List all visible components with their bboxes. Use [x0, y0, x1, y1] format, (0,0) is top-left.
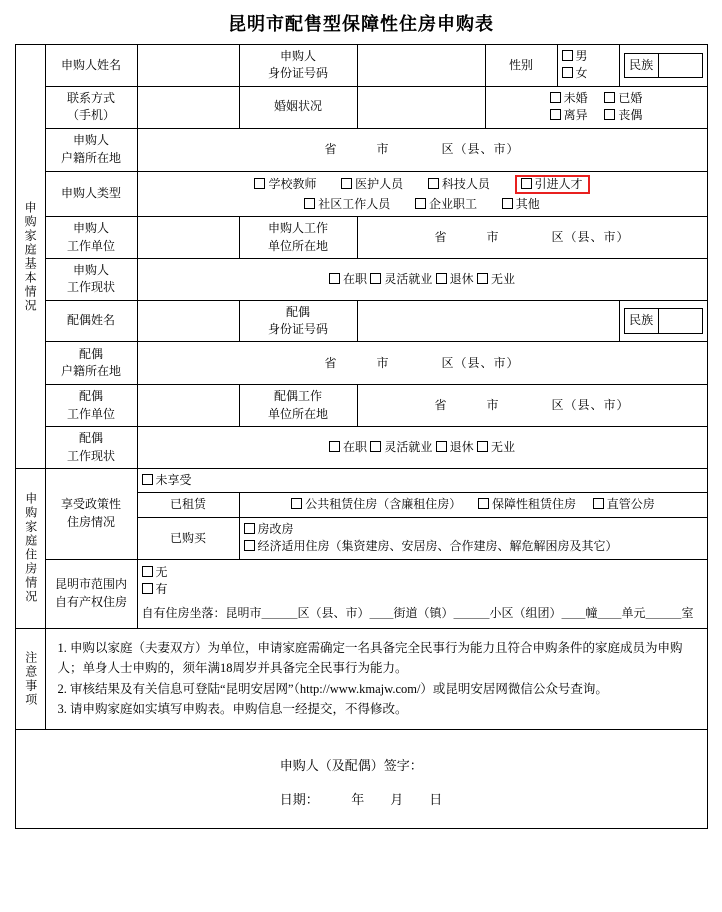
- label-own-property-line1: 昆明市范围内: [54, 577, 127, 592]
- checkbox-icon[interactable]: [521, 178, 532, 189]
- checkbox-marital-divorced-label: 离异: [563, 108, 588, 123]
- label-contact-line1: 联系方式: [66, 90, 115, 105]
- checkbox-marital-married[interactable]: [604, 90, 642, 107]
- checkbox-icon[interactable]: [593, 498, 604, 509]
- checkbox-marital-widowed-label: 丧偶: [618, 108, 643, 123]
- label-spouse-work-status-line1: 配偶: [78, 431, 103, 446]
- label-spouse-work-unit-line2: 工作单位: [66, 406, 115, 421]
- checkbox-icon[interactable]: [604, 109, 615, 120]
- label-policy-housing-line1: 享受政策性: [60, 497, 121, 512]
- label-applicant-work-status: [45, 258, 137, 300]
- checkbox-applicant-status-retired[interactable]: [436, 271, 474, 288]
- checkbox-icon[interactable]: [254, 178, 265, 189]
- checkbox-applicant-status-employed[interactable]: [329, 271, 367, 288]
- checkbox-icon[interactable]: [291, 498, 302, 509]
- label-marital-status: 婚姻状况: [239, 86, 357, 128]
- field-applicant-work-status: [137, 258, 707, 300]
- row-policy-not-enjoyed: [137, 469, 707, 493]
- checkbox-affordable-rental-housing-label: 保障性租赁住房: [491, 497, 576, 512]
- form-table: [15, 44, 708, 829]
- table-row: [15, 385, 707, 427]
- checkbox-type-introduced-talent[interactable]: [515, 175, 590, 194]
- checkbox-icon[interactable]: [562, 67, 573, 78]
- field-gender-options: [557, 45, 619, 87]
- spouse-hukou-placeholder: 省 市 区（县、市）: [324, 355, 520, 370]
- label-contact-line2: （手机）: [66, 108, 115, 123]
- table-row: [15, 730, 707, 829]
- checkbox-icon[interactable]: [142, 566, 153, 577]
- field-spouse-work-status: [137, 427, 707, 469]
- checkbox-icon[interactable]: [142, 474, 153, 485]
- applicant-hukou-placeholder: 省 市 区（县、市）: [324, 141, 520, 156]
- checkbox-type-school-teacher-label: 学校教师: [268, 176, 317, 191]
- label-applicant-hukou-line1: 申购人: [72, 133, 109, 148]
- note-item-1: 1. 申购以家庭（夫妻双方）为单位，申请家庭需确定一名具备完全民事行为能力且符合申购条件的家庭成员为申购人；单身人士申购的，须年满18周岁并具备完全民事行为能力。: [57, 640, 683, 676]
- label-spouse-unit-location-line2: 单位所在地: [267, 406, 328, 421]
- field-spouse-ethnicity[interactable]: [658, 309, 702, 333]
- checkbox-marital-single-label: 未婚: [563, 90, 588, 105]
- checkbox-spouse-status-retired-label: 退休: [449, 439, 474, 454]
- checkbox-type-community-worker[interactable]: [304, 196, 390, 213]
- applicant-unit-location-placeholder: 省 市 区（县、市）: [434, 229, 630, 244]
- label-applicant-hukou: [45, 128, 137, 171]
- label-applicant-id: [239, 45, 357, 87]
- checkbox-policy-not-enjoyed-label: 未享受: [155, 473, 192, 488]
- field-applicant-work-unit[interactable]: [137, 217, 239, 259]
- checkbox-housing-reform-house-label: 房改房: [257, 521, 294, 536]
- field-spouse-name[interactable]: [137, 300, 239, 342]
- checkbox-own-property-none-label: 无: [155, 564, 168, 579]
- table-row: [15, 217, 707, 259]
- section-family-basic-label: [15, 45, 45, 469]
- checkbox-gender-male[interactable]: [562, 48, 588, 65]
- checkbox-icon[interactable]: [436, 441, 447, 452]
- table-row: [15, 128, 707, 171]
- checkbox-applicant-status-flexible[interactable]: [370, 271, 432, 288]
- notes-cell: [45, 628, 707, 730]
- checkbox-type-tech-staff-label: 科技人员: [441, 176, 490, 191]
- label-applicant-unit-location-line1: 申购人工作: [267, 221, 328, 236]
- label-policy-bought: 已购买: [137, 517, 239, 559]
- label-applicant-type: 申购人类型: [45, 171, 137, 217]
- checkbox-icon[interactable]: [604, 92, 615, 103]
- checkbox-icon[interactable]: [244, 540, 255, 551]
- checkbox-icon[interactable]: [370, 441, 381, 452]
- checkbox-spouse-status-flexible-label: 灵活就业: [384, 439, 433, 454]
- checkbox-icon[interactable]: [562, 50, 573, 61]
- checkbox-type-community-worker-label: 社区工作人员: [318, 196, 391, 211]
- label-spouse-id: [239, 300, 357, 342]
- field-spouse-unit-location[interactable]: [357, 385, 707, 427]
- section-notice-label: [15, 628, 45, 730]
- label-applicant-unit-location-line2: 单位所在地: [267, 238, 328, 253]
- label-spouse-unit-location-line1: 配偶工作: [273, 389, 322, 404]
- page-title: 昆明市配售型保障性住房申购表: [228, 14, 494, 34]
- checkbox-spouse-status-flexible[interactable]: [370, 439, 432, 456]
- checkbox-spouse-status-employed-label: 在职: [342, 439, 367, 454]
- section-label-text: 申购家庭基本情况: [23, 200, 38, 313]
- table-row: [15, 559, 707, 628]
- checkbox-economical-housing[interactable]: [244, 538, 618, 555]
- checkbox-icon[interactable]: [304, 198, 315, 209]
- label-applicant-work-unit: [45, 217, 137, 259]
- checkbox-housing-reform-house[interactable]: [244, 521, 294, 538]
- label-policy-housing: [45, 469, 137, 560]
- signature-cell: [15, 730, 707, 829]
- field-contact[interactable]: [137, 86, 239, 128]
- checkbox-type-enterprise-employee-label: 企业职工: [428, 196, 477, 211]
- note-item-2: 2. 审核结果及有关信息可登陆“昆明安居网”（http://www.kmajw.com/）或昆明安居网微信公众号查询。: [57, 681, 608, 696]
- label-applicant-unit-location: [239, 217, 357, 259]
- checkbox-direct-managed-public-housing[interactable]: [593, 496, 655, 513]
- checkbox-icon[interactable]: [244, 523, 255, 534]
- checkbox-icon[interactable]: [502, 198, 513, 209]
- field-applicant-id[interactable]: [357, 45, 485, 87]
- table-row: [15, 86, 707, 128]
- label-ethnicity-text: 民族: [624, 53, 658, 77]
- field-applicant-type: [137, 171, 707, 217]
- table-row: [15, 300, 707, 342]
- table-row: [15, 258, 707, 300]
- label-spouse-id-line2: 身份证号码: [267, 322, 328, 337]
- checkbox-type-medical-staff[interactable]: [341, 176, 403, 193]
- checkbox-marital-single[interactable]: [550, 90, 588, 107]
- checkbox-marital-widowed[interactable]: [604, 107, 642, 124]
- field-applicant-name[interactable]: [137, 45, 239, 87]
- checkbox-affordable-rental-housing[interactable]: [478, 496, 576, 513]
- label-policy-housing-line2: 住房情况: [66, 514, 115, 529]
- checkbox-icon[interactable]: [550, 109, 561, 120]
- checkbox-spouse-status-unemployed-label: 无业: [491, 439, 516, 454]
- table-row: [15, 628, 707, 730]
- label-own-property-line2: 自有产权住房: [54, 594, 127, 609]
- checkbox-icon[interactable]: [142, 583, 153, 594]
- checkbox-policy-not-enjoyed[interactable]: [142, 472, 192, 489]
- label-applicant-work-unit-line1: 申购人: [72, 221, 109, 236]
- label-spouse-ethnicity: [619, 300, 707, 342]
- label-spouse-work-status-line2: 工作现状: [66, 448, 115, 463]
- table-row: [15, 427, 707, 469]
- checkbox-spouse-status-employed[interactable]: [329, 439, 367, 456]
- label-spouse-hukou-line2: 户籍所在地: [60, 364, 121, 379]
- checkbox-type-school-teacher[interactable]: [254, 176, 316, 193]
- checkbox-marital-divorced[interactable]: [550, 107, 588, 124]
- checkbox-spouse-status-retired[interactable]: [436, 439, 474, 456]
- label-spouse-name: 配偶姓名: [45, 300, 137, 342]
- field-spouse-hukou[interactable]: [137, 342, 707, 385]
- label-applicant-work-unit-line2: 工作单位: [66, 238, 115, 253]
- section-family-housing-label: [15, 469, 45, 629]
- label-applicant-id-line1: 申购人: [279, 49, 316, 63]
- checkbox-applicant-status-unemployed-label: 无业: [491, 271, 516, 286]
- label-applicant-id-line2: 身份证号码: [267, 66, 328, 81]
- checkbox-type-other[interactable]: [502, 196, 540, 213]
- date-line[interactable]: 日期： 年 月 日: [279, 791, 443, 807]
- label-spouse-ethnicity-text: 民族: [624, 309, 658, 333]
- row-policy-rented-options: [239, 493, 707, 517]
- checkbox-public-rental-housing[interactable]: [291, 496, 461, 513]
- field-applicant-hukou[interactable]: [137, 128, 707, 171]
- label-spouse-work-unit-line1: 配偶: [78, 389, 103, 404]
- note-item-3: 3. 请申购家庭如实填写申购表。申购信息一经提交，不得修改。: [57, 702, 408, 717]
- checkbox-own-property-yes[interactable]: [142, 581, 168, 598]
- field-marital-blank[interactable]: [357, 86, 485, 128]
- field-applicant-unit-location[interactable]: [357, 217, 707, 259]
- label-spouse-work-status: [45, 427, 137, 469]
- label-gender: 性别: [485, 45, 557, 87]
- label-ethnicity: [619, 45, 707, 87]
- field-spouse-id[interactable]: [357, 300, 619, 342]
- checkbox-icon[interactable]: [550, 92, 561, 103]
- checkbox-direct-managed-public-housing-label: 直管公房: [606, 497, 655, 512]
- signature-line[interactable]: 申购人（及配偶）签字：: [279, 758, 423, 774]
- checkbox-type-tech-staff[interactable]: [428, 176, 490, 193]
- own-house-address-line[interactable]: 自有住房坐落：昆明市＿＿＿区（县、市）＿＿街道（镇）＿＿＿小区（组团）＿＿幢＿＿单元＿＿＿室: [141, 606, 694, 621]
- label-spouse-work-unit: [45, 385, 137, 427]
- label-contact: [45, 86, 137, 128]
- checkbox-icon[interactable]: [477, 273, 488, 284]
- field-ethnicity[interactable]: [658, 53, 702, 77]
- checkbox-icon[interactable]: [341, 178, 352, 189]
- checkbox-public-rental-housing-label: 公共租赁住房（含廉租住房）: [305, 497, 462, 512]
- label-spouse-unit-location: [239, 385, 357, 427]
- checkbox-applicant-status-employed-label: 在职: [342, 271, 367, 286]
- checkbox-icon[interactable]: [329, 273, 340, 284]
- label-applicant-hukou-line2: 户籍所在地: [60, 150, 121, 165]
- checkbox-applicant-status-retired-label: 退休: [449, 271, 474, 286]
- label-spouse-hukou-line1: 配偶: [78, 347, 103, 362]
- row-policy-bought-options: [239, 517, 707, 559]
- table-row: [15, 469, 707, 493]
- checkbox-icon[interactable]: [477, 441, 488, 452]
- checkbox-type-enterprise-employee[interactable]: [415, 196, 477, 213]
- checkbox-applicant-status-flexible-label: 灵活就业: [384, 271, 433, 286]
- checkbox-icon[interactable]: [478, 498, 489, 509]
- table-row: [15, 45, 707, 87]
- checkbox-type-other-label: 其他: [515, 196, 540, 211]
- checkbox-icon[interactable]: [370, 273, 381, 284]
- checkbox-marital-married-label: 已婚: [618, 90, 643, 105]
- checkbox-gender-female[interactable]: [562, 65, 588, 82]
- field-marital-options: [485, 86, 707, 128]
- checkbox-gender-male-label: 男: [575, 49, 588, 63]
- checkbox-own-property-yes-label: 有: [155, 582, 168, 597]
- field-own-property: [137, 559, 707, 628]
- label-applicant-work-status-line1: 申购人: [72, 262, 109, 277]
- checkbox-own-property-none[interactable]: [142, 564, 168, 581]
- spouse-unit-location-placeholder: 省 市 区（县、市）: [434, 398, 630, 413]
- checkbox-type-introduced-talent-label: 引进人才: [534, 176, 583, 191]
- checkbox-economical-housing-label: 经济适用住房（集资建房、安居房、合作建房、解危解困房及其它）: [257, 539, 618, 554]
- section-housing-label-text: 申购家庭住房情况: [23, 492, 38, 605]
- field-spouse-work-unit[interactable]: [137, 385, 239, 427]
- checkbox-icon[interactable]: [436, 273, 447, 284]
- section-notice-label-text: 注意事项: [23, 650, 38, 707]
- checkbox-type-medical-staff-label: 医护人员: [355, 176, 404, 191]
- label-policy-rented: 已租赁: [137, 493, 239, 517]
- label-applicant-work-status-line2: 工作现状: [66, 280, 115, 295]
- table-row: [15, 171, 707, 217]
- checkbox-applicant-status-unemployed[interactable]: [477, 271, 515, 288]
- label-spouse-hukou: [45, 342, 137, 385]
- table-row: [15, 342, 707, 385]
- checkbox-icon[interactable]: [428, 178, 439, 189]
- checkbox-icon[interactable]: [329, 441, 340, 452]
- checkbox-icon[interactable]: [415, 198, 426, 209]
- checkbox-spouse-status-unemployed[interactable]: [477, 439, 515, 456]
- label-own-property: [45, 559, 137, 628]
- label-spouse-id-line1: 配偶: [285, 304, 310, 319]
- label-applicant-name: 申购人姓名: [45, 45, 137, 87]
- checkbox-gender-female-label: 女: [575, 66, 588, 81]
